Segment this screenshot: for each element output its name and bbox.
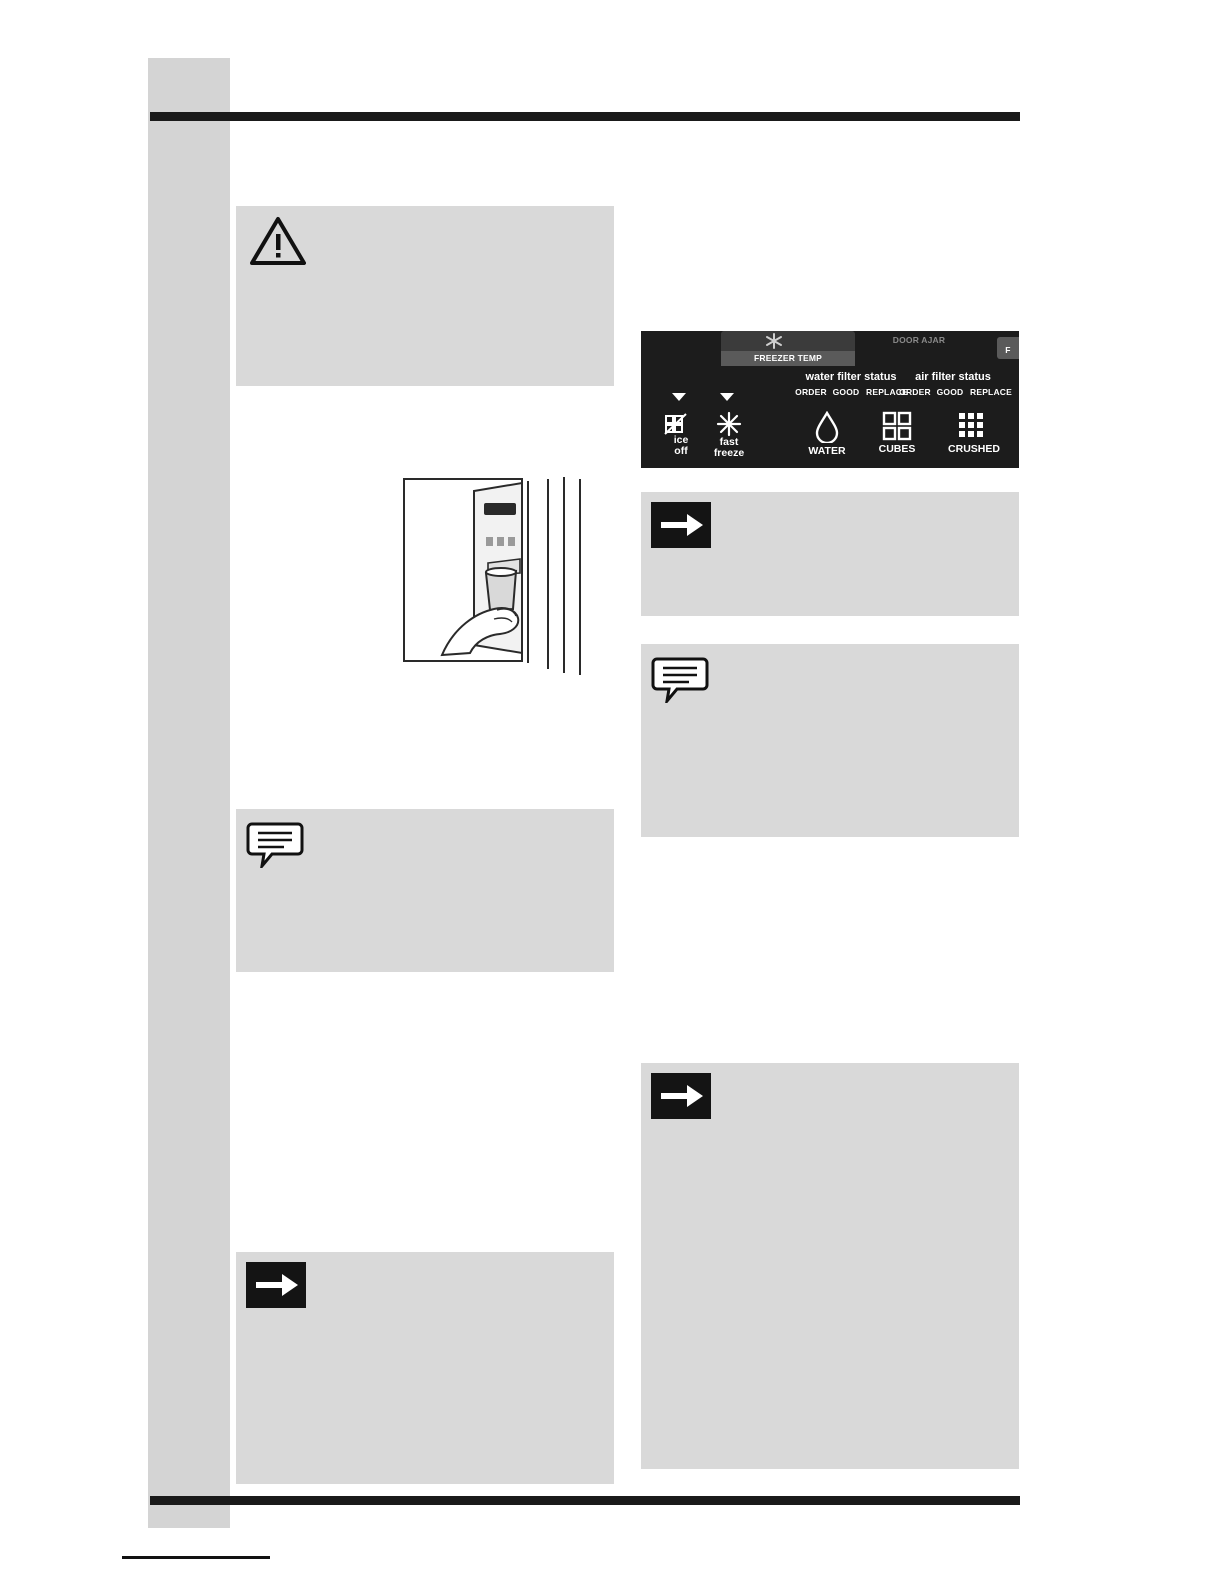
warning-callout-box [236,206,614,386]
water-button[interactable] [793,411,861,457]
water-filter-state-good: GOOD [832,387,860,397]
cubes-button[interactable] [863,411,931,455]
header-rule [150,112,1020,121]
dispenser-with-cup-illustration [402,477,614,679]
important-callout-box [641,1063,1019,1469]
page-side-band [148,58,230,1528]
freezer-temp-tab-label: FREEZER TEMP [721,351,855,366]
important-callout-box [641,492,1019,616]
arrow-right-icon [651,502,711,548]
ice-off-button[interactable] [659,413,703,457]
fast-freeze-button[interactable] [705,411,753,459]
fast-freeze-label-line2: freeze [713,447,745,459]
fridge-temp-tab-label: F [1005,345,1011,355]
fast-freeze-label-line1: fast [719,436,739,448]
air-filter-state-replace: REPLACE [969,387,1013,397]
arrow-right-icon [651,1073,711,1119]
note-callout-box [236,809,614,972]
ice-off-label-line2: off [674,445,688,457]
snowflake-icon [761,331,787,351]
dispenser-control-panel[interactable] [641,331,1019,468]
water-filter-state-replace: REPLACE [865,387,909,397]
cubes-label: CUBES [878,443,916,455]
page-footer-mark [122,1556,270,1559]
air-filter-status-title: air filter status [915,371,991,383]
ice-off-label-line1: ice [673,434,689,446]
water-filter-state-order: ORDER [795,387,827,397]
water-label: WATER [808,445,846,457]
freezer-temp-tab[interactable] [721,331,855,353]
note-callout-box [641,644,1019,837]
chevron-down-icon [720,393,734,401]
arrow-right-icon [246,1262,306,1308]
crushed-button[interactable] [933,411,1015,455]
door-ajar-indicator: DOOR AJAR [892,335,946,345]
crushed-label: CRUSHED [948,443,1000,455]
air-filter-state-good: GOOD [936,387,964,397]
warning-triangle-icon [250,216,306,266]
water-filter-status-title: water filter status [805,371,897,383]
chevron-down-icon [672,393,686,401]
important-callout-box [236,1252,614,1484]
footer-rule [150,1496,1020,1505]
speech-bubble-icon [246,820,304,868]
speech-bubble-icon [651,655,709,703]
air-filter-state-order: ORDER [899,387,931,397]
